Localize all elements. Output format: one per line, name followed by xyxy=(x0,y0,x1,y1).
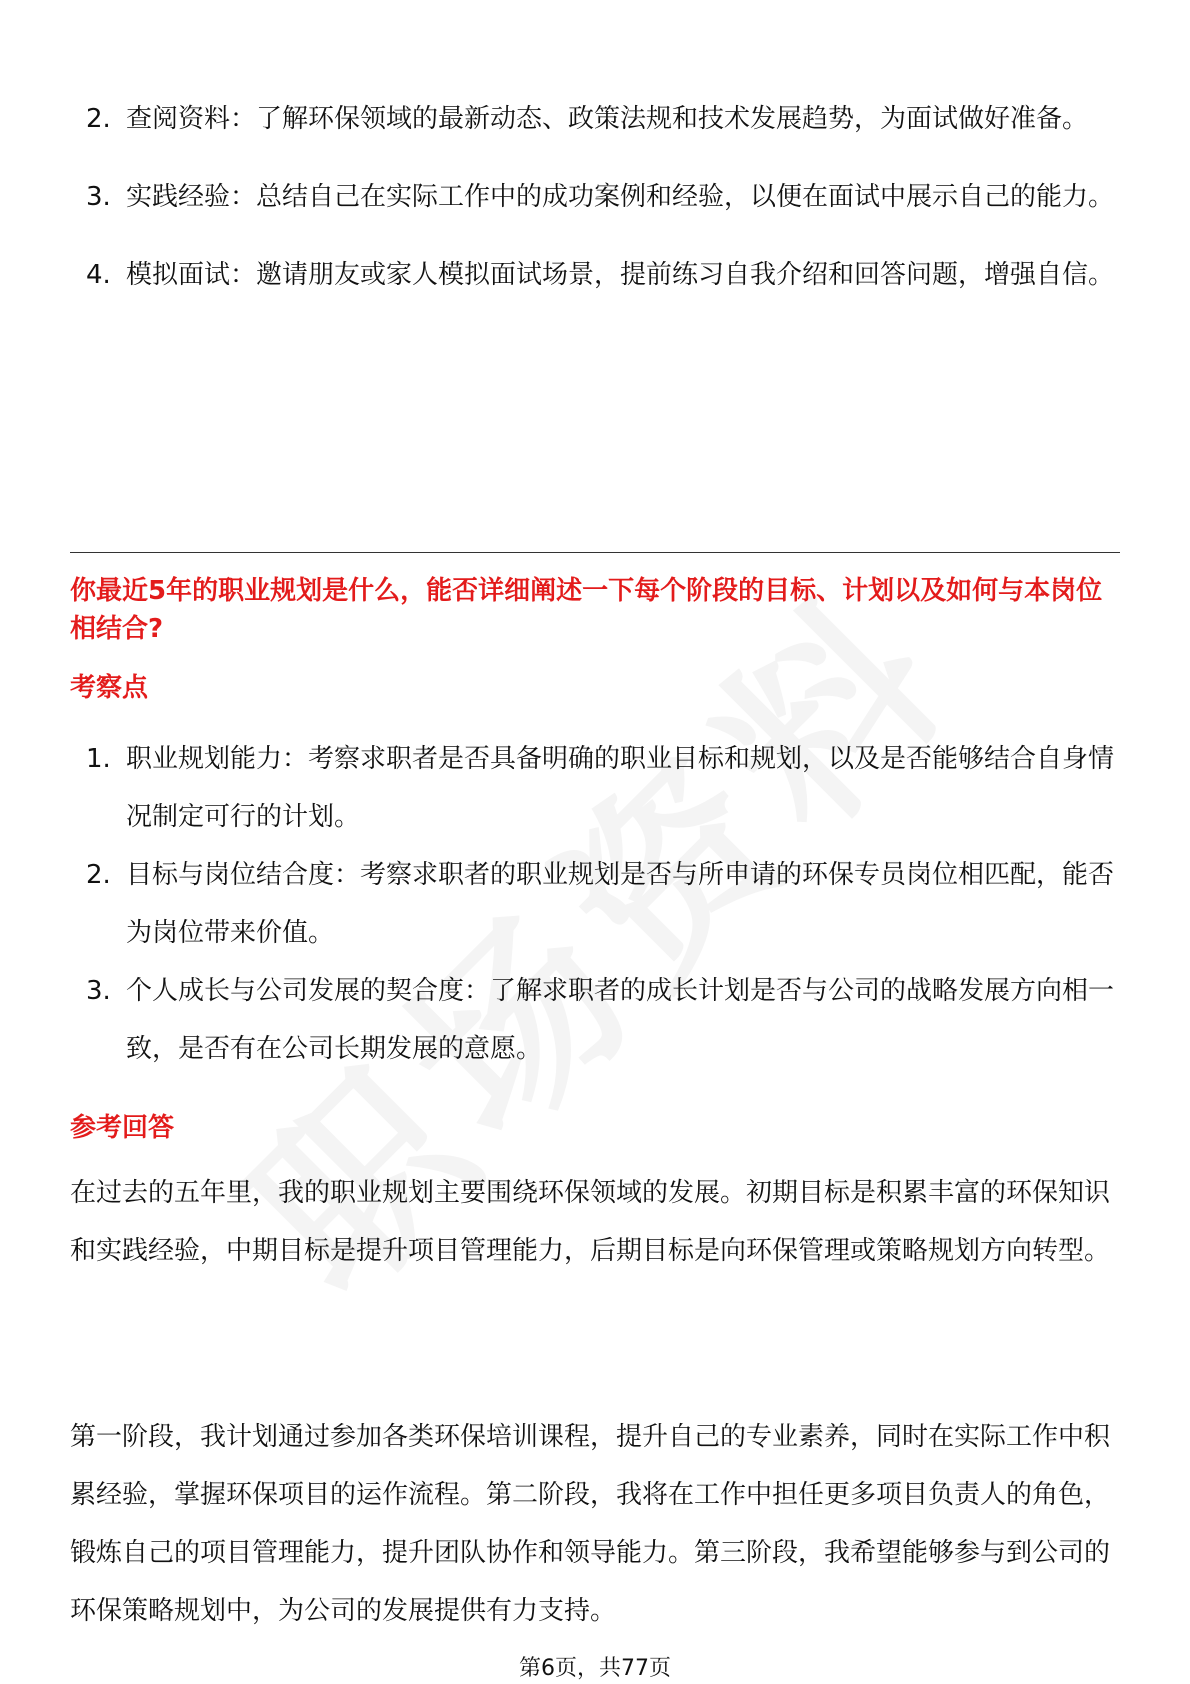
list-item xyxy=(70,246,1120,304)
interview-question: 你最近5年的职业规划是什么，能否详细阐述一下每个阶段的目标、计划以及如何与本岗位相结合? xyxy=(70,576,1103,644)
list-item-number: 2. xyxy=(86,104,111,134)
list-item-text: 模拟面试：邀请朋友或家人模拟面试场景，提前练习自我介绍和回答问题，增强自信。 xyxy=(126,260,1115,290)
list-item xyxy=(70,730,1120,846)
list-item-number: 3. xyxy=(86,182,111,212)
kaocha-list xyxy=(70,730,1120,1078)
list-item xyxy=(70,962,1120,1078)
list-item xyxy=(70,90,1120,148)
list-item-text: 职业规划能力：考察求职者是否具备明确的职业目标和规划，以及是否能够结合自身情况制定可行的计划。 xyxy=(126,744,1115,832)
list-item-text: 个人成长与公司发展的契合度：了解求职者的成长计划是否与公司的战略发展方向相一致，是否有在公司长期发展的意愿。 xyxy=(126,976,1115,1064)
section-divider xyxy=(70,552,1120,553)
list-item-text: 实践经验：总结自己在实际工作中的成功案例和经验，以便在面试中展示自己的能力。 xyxy=(126,182,1115,212)
list-item-text: 查阅资料：了解环保领域的最新动态、政策法规和技术发展趋势，为面试做好准备。 xyxy=(126,104,1089,134)
list-item xyxy=(70,846,1120,962)
list-item-number: 3. xyxy=(86,976,111,1006)
section-title-kaocha: 考察点 xyxy=(70,673,149,703)
answer-paragraph: 在过去的五年里，我的职业规划主要围绕环保领域的发展。初期目标是积累丰富的环保知识和实践经验，中期目标是提升项目管理能力，后期目标是向环保管理或策略规划方向转型。 xyxy=(70,1178,1111,1266)
list-item-number: 2. xyxy=(86,860,111,890)
list-item-text: 目标与岗位结合度：考察求职者的职业规划是否与所申请的环保专员岗位相匹配，能否为岗位带来价值。 xyxy=(126,860,1115,948)
page-footer: 第6页，共77页 xyxy=(519,1656,671,1681)
prep-list xyxy=(70,90,1120,304)
list-item xyxy=(70,168,1120,226)
list-item-number: 1. xyxy=(86,744,111,774)
answer-paragraph: 第一阶段，我计划通过参加各类环保培训课程，提升自己的专业素养，同时在实际工作中积累经验，掌握环保项目的运作流程。第二阶段，我将在工作中担任更多项目负责人的角色，锻炼自己的项目管理能力，提升团队协作和领导能力。第三阶段，我希望能够参与到公司的环保策略规划中，为公司的发展提供有力支持。 xyxy=(70,1422,1111,1626)
list-item-number: 4. xyxy=(86,260,111,290)
section-title-answer: 参考回答 xyxy=(70,1113,175,1143)
